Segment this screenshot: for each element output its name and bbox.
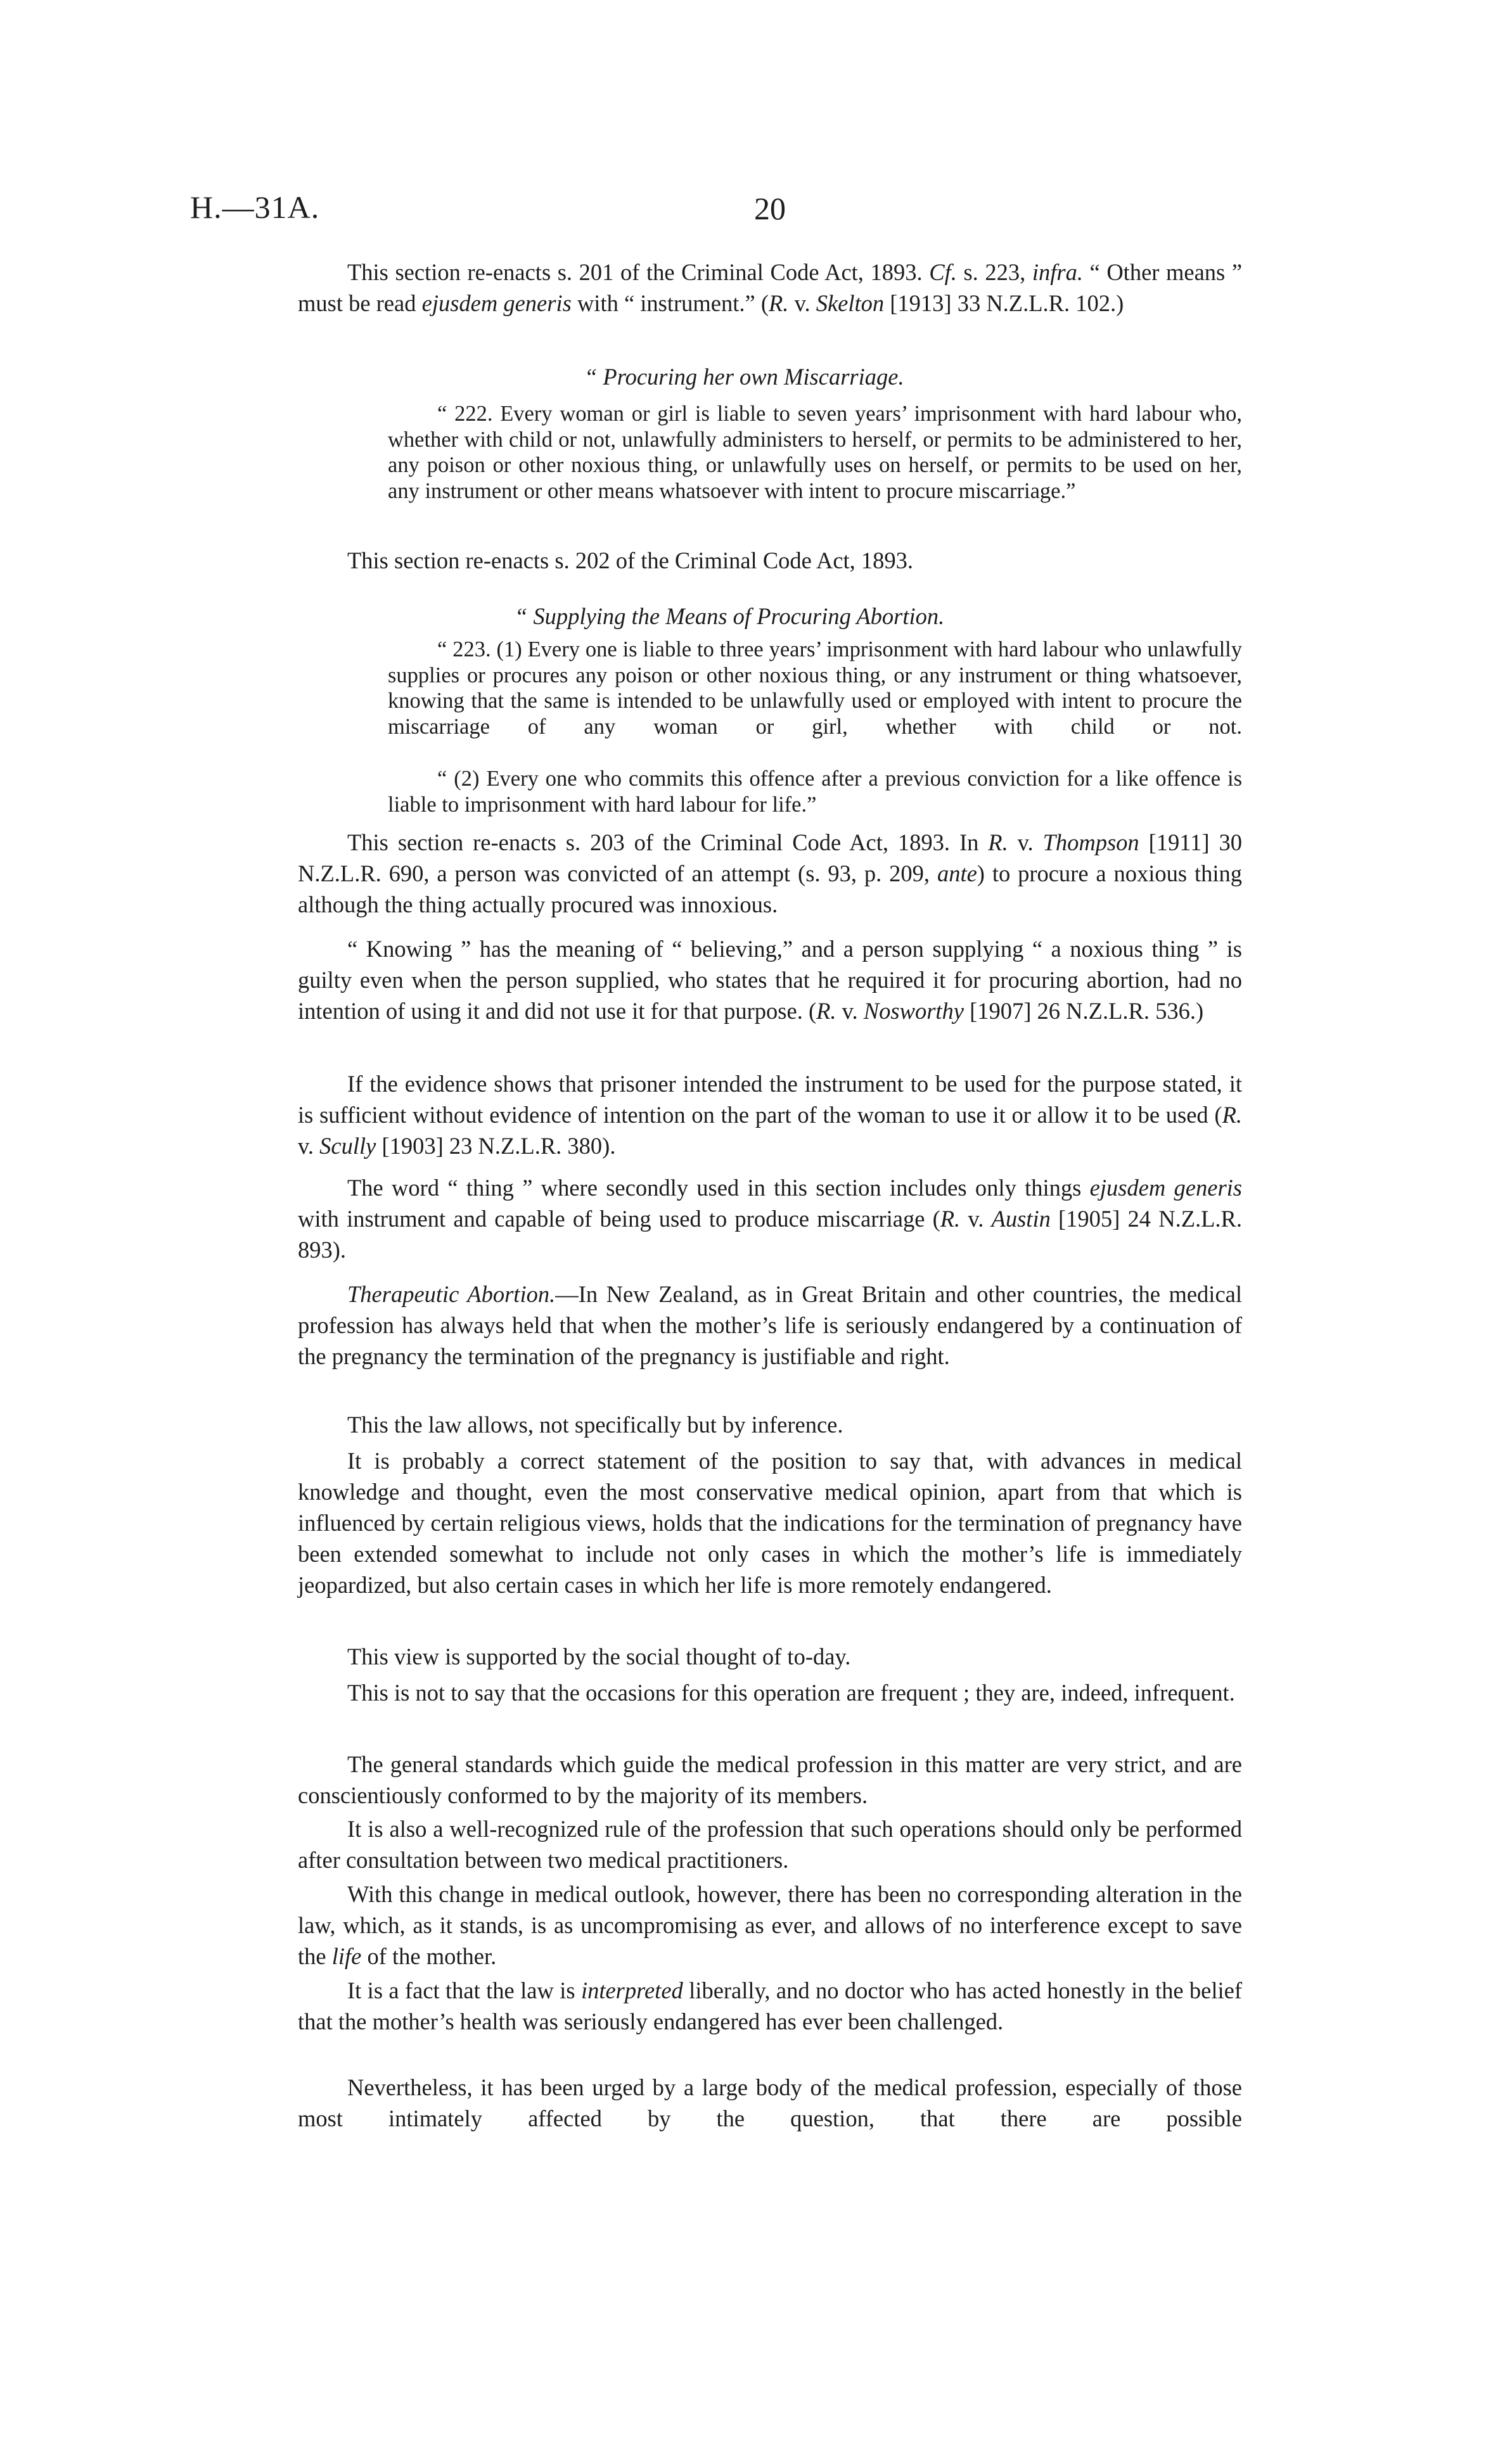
section-heading-223: “ Supplying the Means of Procuring Abortion. bbox=[515, 603, 945, 629]
paragraph-interpreted-liberally: It is a fact that the law is interpreted liberally, and no doctor who has acted honestly in the belief that the mother’s health was seriously endangered has ever been challenged. bbox=[298, 1977, 1243, 2034]
paragraph-medical-outlook: With this change in medical outlook, however, there has been no corresponding alteration in the law, which, as it stands, is as uncompromising as ever, and allows of no interference except to save the life of the mother. bbox=[298, 1881, 1242, 1969]
paragraph-social-thought: This view is supported by the social thought of to-day. bbox=[347, 1644, 851, 1669]
paragraph-nevertheless: Nevertheless, it has been urged by a large body of the medical profession, especially of those most intimately affected by the question, that there are possible bbox=[298, 2074, 1242, 2131]
paragraph-s223-note: This section re-enacts s. 203 of the Criminal Code Act, 1893. In R. v. Thompson [1911] 30 N.Z.L.R. 690, a person was convicted of an attempt (s. 93, p. 209, ante) to procure a noxious thing although the thing actually procured was innoxious. bbox=[298, 829, 1243, 917]
section-heading-222: “ Procuring her own Miscarriage. bbox=[584, 364, 904, 390]
paragraph-therapeutic-abortion: Therapeutic Abortion.—In New Zealand, as in Great Britain and other countries, the medical profession has always held that when the mother’s life is seriously endangered by a continuation of the pregnancy the termination of the pregnancy is justifiable and right. bbox=[298, 1281, 1242, 1369]
paragraph-thing: The word “ thing ” where secondly used in this section includes only things ejusdem generis with instrument and capable of being used to produce miscarriage (R. v. Austin [1905] 24 N.Z.L.R. 893). bbox=[298, 1175, 1243, 1263]
paragraph-standards: The general standards which guide the medical profession in this matter are very strict, and are conscientiously conformed to by the majority of its members. bbox=[298, 1751, 1242, 1808]
paragraph-law-allows: This the law allows, not specifically but by inference. bbox=[347, 1412, 843, 1438]
quoted-section-222: “ 222. Every woman or girl is liable to seven years’ imprisonment with hard labour who, whether with child or not, unlawfully administers to herself, or permits to be administered to her, any poison or other noxious thing, or unlawfully uses on herself, or permits to be used on her, any instrument or other means whatsoever with intent to procure miscarriage.” bbox=[388, 402, 1242, 503]
paragraph-knowing: “ Knowing ” has the meaning of “ believing,” and a person supplying “ a noxious thing ” is guilty even when the person supplied, who states that he required it for procuring abortion, had no intention of using it and did not use it for that purpose. (R. v. Nosworthy [1907] 26 N.Z.L.R. 536.) bbox=[298, 936, 1242, 1024]
page-number: 20 bbox=[754, 191, 786, 226]
paragraph-occasions: This is not to say that the occasions for this operation are frequent ; they are, indeed, infrequent. bbox=[347, 1680, 1235, 1706]
paragraph-consultation: It is also a well-recognized rule of the profession that such operations should only be performed after consultation between two medical practitioners. bbox=[298, 1816, 1242, 1873]
document-reference: H.—31A. bbox=[190, 189, 320, 225]
quoted-section-223-1: “ 223. (1) Every one is liable to three years’ imprisonment with hard labour who unlawfully supplies or procures any poison or other noxious thing, or any instrument or thing whatsoever, knowing that the same is intended to be unlawfully used or employed with intent to procure the miscarriage of any woman or girl, whether with child or not. bbox=[388, 637, 1242, 739]
paragraph-correct-statement: It is probably a correct statement of the position to say that, with advances in medical knowledge and thought, even the most conservative medical opinion, apart from that which is influenced by certain religious views, holds that the indications for the termination of pregnancy have been extended somewhat to include not only cases in which the mother’s life is immediately jeopardized, but also certain cases in which her life is more remotely endangered. bbox=[298, 1448, 1242, 1598]
paragraph-s221-note: This section re-enacts s. 201 of the Criminal Code Act, 1893. Cf. s. 223, infra. “ Other means ” must be read ejusdem generis with “ instrument.” (R. v. Skelton [1913] 33 N.Z.L.R. 102.) bbox=[298, 259, 1243, 316]
paragraph-s222-note: This section re-enacts s. 202 of the Criminal Code Act, 1893. bbox=[347, 547, 914, 573]
quoted-section-223-2: “ (2) Every one who commits this offence after a previous conviction for a like offence is liable to imprisonment with hard labour for life.” bbox=[388, 767, 1242, 817]
paragraph-evidence: If the evidence shows that prisoner intended the instrument to be used for the purpose stated, it is sufficient without evidence of intention on the part of the woman to use it or allow it to be used (R. v. Scully [1903] 23 N.Z.L.R. 380). bbox=[298, 1071, 1242, 1159]
